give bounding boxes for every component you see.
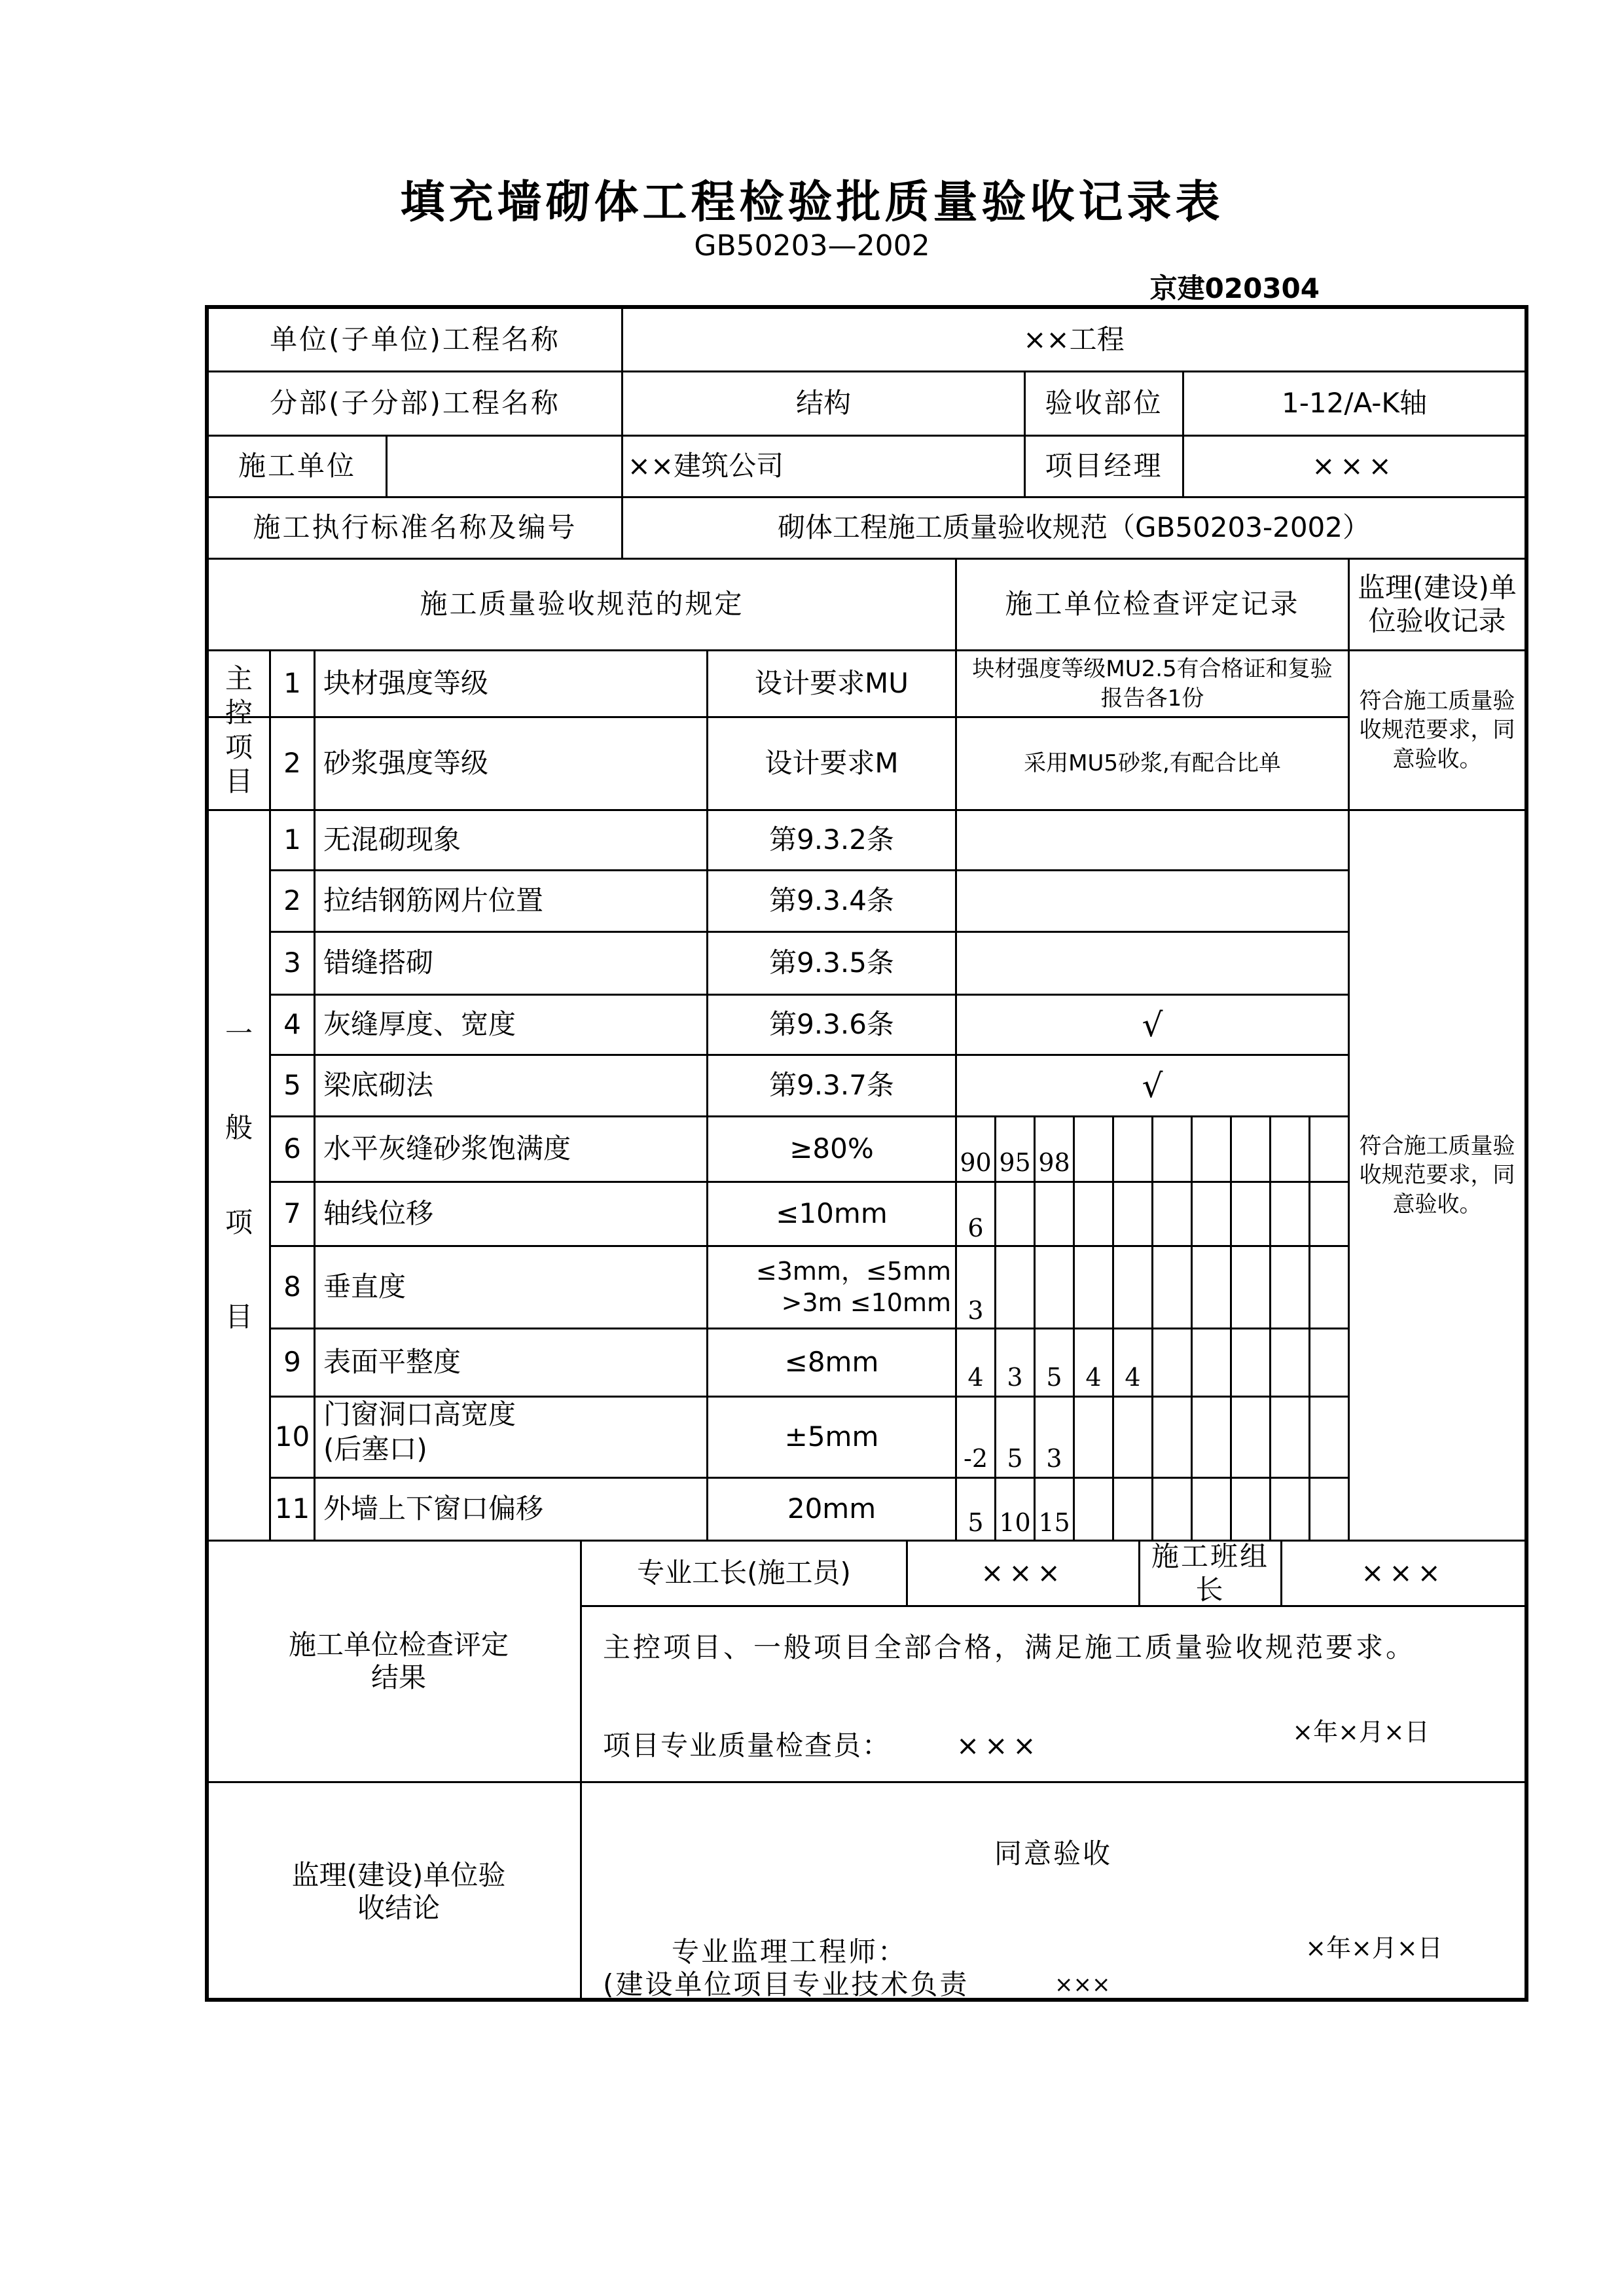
measurement-value: 5 xyxy=(1046,1363,1062,1392)
measurement-value: 5 xyxy=(967,1508,984,1537)
general-item-check-mark: √ xyxy=(1142,1005,1163,1044)
main-item-number: 1 xyxy=(283,667,301,700)
team-leader-value: ××× xyxy=(1361,1557,1446,1589)
main-control-supervision: 符合施工质量验收规范要求，同意验收。 xyxy=(1359,688,1515,772)
general-item-name xyxy=(316,1398,706,1477)
measurement-value: 95 xyxy=(999,1148,1031,1177)
contractor-result-label: 施工单位检查评定结果 xyxy=(288,1628,509,1693)
general-item-name: 拉结钢筋网片位置 xyxy=(323,884,544,917)
main-item-record: 块材强度等级MU2.5有合格证和复验报告各1份 xyxy=(972,656,1333,712)
general-item-requirement: ≤10mm xyxy=(776,1197,888,1230)
general-item-name: 水平灰缝砂浆饱满度 xyxy=(323,1132,571,1165)
supervision-column-header: 监理(建设)单位验收记录 xyxy=(1358,571,1517,637)
main-control-char: 目 xyxy=(225,765,253,797)
supervision-signer: ××× xyxy=(1055,1971,1111,1998)
general-label-char: 般 xyxy=(225,1111,253,1144)
main-control-char: 控 xyxy=(225,696,253,729)
general-label-char: 项 xyxy=(225,1206,253,1238)
measurement-value: 10 xyxy=(999,1508,1031,1537)
requirement-line: ≤3mm，≤5mm xyxy=(755,1257,951,1286)
general-item-requirement: 第9.3.7条 xyxy=(769,1069,894,1102)
general-item-name: 垂直度 xyxy=(323,1271,406,1303)
main-control-label xyxy=(209,651,269,809)
general-item-requirement: ±5mm xyxy=(784,1420,879,1453)
general-item-number: 9 xyxy=(283,1346,301,1379)
general-item-requirement: 20mm xyxy=(787,1492,876,1525)
supervision-engineer-label: 专业监理工程师： xyxy=(672,1935,908,1968)
general-item-requirement: ≥80% xyxy=(789,1132,874,1165)
contractor-value: ××建筑公司 xyxy=(627,450,784,482)
general-items-label xyxy=(209,811,269,1540)
measurement-value: 5 xyxy=(1007,1444,1023,1473)
main-item-requirement: 设计要求M xyxy=(765,747,899,780)
main-control-char: 项 xyxy=(225,731,253,763)
general-item-number: 2 xyxy=(283,884,301,917)
general-item-number: 8 xyxy=(283,1271,301,1303)
foreman-label: 专业工长(施工员) xyxy=(637,1557,851,1589)
general-item-number: 3 xyxy=(283,947,301,979)
measurement-value: -2 xyxy=(963,1444,988,1473)
tech-responsible-label: (建设单位项目专业技术负责 xyxy=(603,1968,969,2000)
measurement-value: 3 xyxy=(1046,1444,1062,1473)
general-item-number: 11 xyxy=(274,1492,310,1525)
general-item-check-mark: √ xyxy=(1142,1066,1163,1105)
measurement-value: 4 xyxy=(967,1363,984,1392)
form-code: 京建020304 xyxy=(1149,272,1320,304)
supervision-result-label: 监理(建设)单位验收结论 xyxy=(291,1858,506,1924)
general-items-supervision: 符合施工质量验收规范要求，同意验收。 xyxy=(1359,1133,1515,1218)
measurement-value: 15 xyxy=(1038,1508,1070,1537)
contractor-date: ×年×月×日 xyxy=(1292,1718,1430,1747)
contractor-conclusion: 主控项目、一般项目全部合格，满足施工质量验收规范要求。 xyxy=(603,1631,1416,1663)
general-item-requirement: 第9.3.2条 xyxy=(769,823,894,856)
measurement-value: 6 xyxy=(967,1214,984,1242)
measurement-value: 3 xyxy=(967,1296,984,1325)
requirement-line: >3m ≤10mm xyxy=(781,1288,951,1317)
measurement-value: 90 xyxy=(960,1148,992,1177)
quality-inspector-value: ××× xyxy=(956,1729,1041,1762)
record-table xyxy=(205,305,1528,2002)
general-item-name: 外墙上下窗口偏移 xyxy=(323,1492,544,1525)
main-item-name: 块材强度等级 xyxy=(323,667,489,700)
supervision-conclusion: 同意验收 xyxy=(994,1837,1112,1870)
sub-project-value: 结构 xyxy=(795,387,851,420)
measurement-value: 4 xyxy=(1085,1363,1102,1392)
main-item-number: 2 xyxy=(283,747,301,780)
general-item-number: 7 xyxy=(283,1197,301,1230)
general-item-number: 10 xyxy=(274,1420,310,1453)
main-item-name: 砂浆强度等级 xyxy=(323,747,489,780)
project-manager-label: 项目经理 xyxy=(1045,450,1163,482)
acceptance-part-value: 1-12/A-K轴 xyxy=(1282,387,1427,420)
item-name-line: (后塞口) xyxy=(323,1432,427,1465)
check-column-header: 施工单位检查评定记录 xyxy=(1005,588,1300,621)
spec-column-header: 施工质量验收规范的规定 xyxy=(420,588,744,621)
general-item-name: 错缝搭砌 xyxy=(323,947,434,979)
sub-project-label: 分部(子分部)工程名称 xyxy=(270,387,560,420)
measurement-value: 3 xyxy=(1007,1363,1023,1392)
execution-standard-value: 砌体工程施工质量验收规范（GB50203-2002） xyxy=(777,511,1370,544)
standard-number: GB50203—2002 xyxy=(694,229,930,262)
quality-inspector-label: 项目专业质量检查员： xyxy=(603,1729,892,1762)
unit-name-label: 单位(子单位)工程名称 xyxy=(270,323,560,355)
general-item-requirement: ≤8mm xyxy=(784,1346,879,1379)
foreman-value: ××× xyxy=(981,1557,1066,1589)
supervision-date: ×年×月×日 xyxy=(1305,1934,1443,1963)
general-label-char: 一 xyxy=(225,1017,253,1049)
general-item-number: 5 xyxy=(283,1069,301,1102)
general-item-number: 6 xyxy=(283,1132,301,1165)
main-item-requirement: 设计要求MU xyxy=(755,667,909,700)
general-item-name: 表面平整度 xyxy=(323,1346,461,1379)
general-item-number: 1 xyxy=(283,823,301,856)
general-item-name: 梁底砌法 xyxy=(323,1069,434,1102)
general-item-requirement xyxy=(708,1247,955,1328)
document-title: 填充墙砌体工程检验批质量验收记录表 xyxy=(400,177,1224,228)
general-item-requirement: 第9.3.4条 xyxy=(769,884,894,917)
contractor-label: 施工单位 xyxy=(238,450,356,482)
general-item-number: 4 xyxy=(283,1008,301,1041)
main-control-char: 主 xyxy=(225,662,253,695)
general-item-requirement: 第9.3.6条 xyxy=(769,1008,894,1041)
project-manager-value: ××× xyxy=(1312,450,1397,482)
general-item-requirement: 第9.3.5条 xyxy=(769,947,894,979)
execution-standard-label: 施工执行标准名称及编号 xyxy=(253,511,577,544)
item-name-line: 门窗洞口高宽度 xyxy=(323,1398,516,1430)
measurement-value: 98 xyxy=(1038,1148,1070,1177)
acceptance-part-label: 验收部位 xyxy=(1045,387,1163,420)
main-item-record: 采用MU5砂浆,有配合比单 xyxy=(1024,750,1281,777)
general-label-char: 目 xyxy=(225,1301,253,1333)
measurement-value: 4 xyxy=(1125,1363,1141,1392)
unit-name-value: ××工程 xyxy=(1023,323,1125,355)
general-item-name: 灰缝厚度、宽度 xyxy=(323,1008,516,1041)
general-item-name: 轴线位移 xyxy=(323,1197,434,1230)
team-leader-label: 施工班组长 xyxy=(1151,1540,1269,1606)
general-item-name: 无混砌现象 xyxy=(323,823,461,856)
